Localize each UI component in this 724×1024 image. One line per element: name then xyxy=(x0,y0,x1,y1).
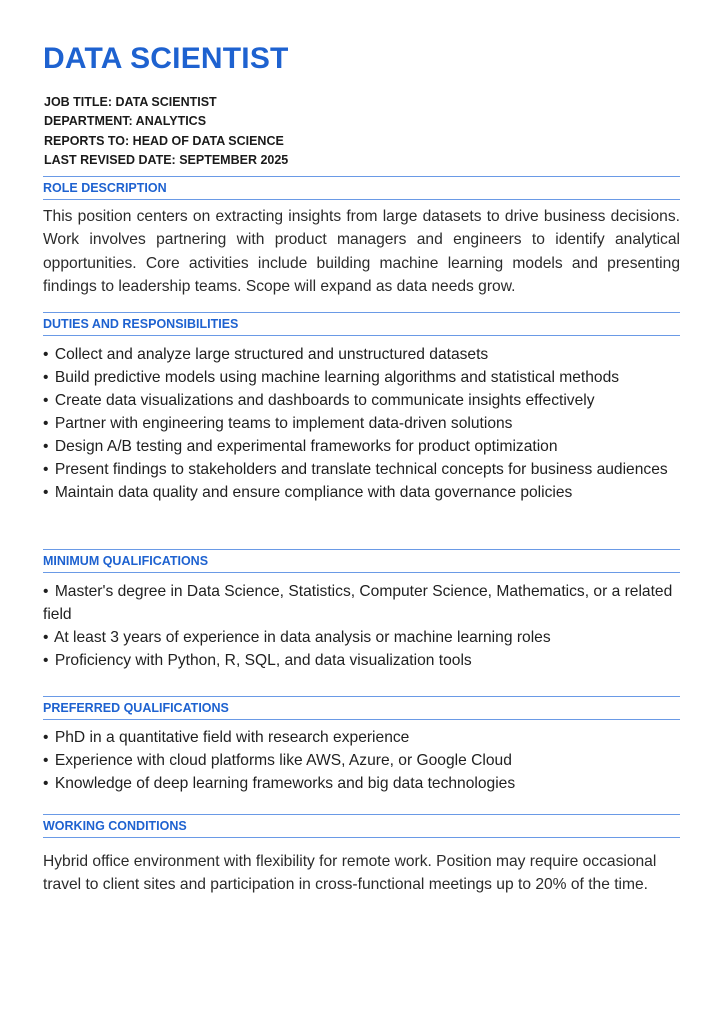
meta-last-revised: LAST REVISED DATE: SEPTEMBER 2025 xyxy=(44,152,289,167)
bullet-icon: • xyxy=(43,629,49,646)
section-heading-label: ROLE DESCRIPTION xyxy=(43,181,167,195)
section-heading-label: WORKING CONDITIONS xyxy=(43,819,187,833)
section-heading-duties xyxy=(43,312,680,336)
list-item: • At least 3 years of experience in data analysis or machine learning roles xyxy=(43,629,551,646)
bullet-icon: • xyxy=(43,775,49,792)
preferred-qualifications-list xyxy=(43,726,680,795)
list-item: • Collect and analyze large structured and unstructured datasets xyxy=(43,346,489,363)
meta-job-title: JOB TITLE: DATA SCIENTIST xyxy=(44,95,217,109)
list-item: • Maintain data quality and ensure compliance with data governance policies xyxy=(43,484,573,501)
list-item: • Build predictive models using machine learning algorithms and statistical methods xyxy=(43,369,620,386)
bullet-icon: • xyxy=(43,415,49,432)
meta-department: DEPARTMENT: ANALYTICS xyxy=(44,114,207,129)
list-item: • Design A/B testing and experimental frameworks for product optimization xyxy=(43,438,558,455)
list-item: • Create data visualizations and dashboards to communicate insights effectively xyxy=(43,392,595,409)
bullet-icon: • xyxy=(43,369,49,386)
job-meta-block xyxy=(44,93,288,170)
list-item: • Partner with engineering teams to implement data-driven solutions xyxy=(43,415,513,432)
section-heading-minimum-qualifications xyxy=(43,549,680,573)
list-item: • Master's degree in Data Science, Statistics, Computer Science, Mathematics, or a related field xyxy=(43,583,673,623)
bullet-icon: • xyxy=(43,392,49,409)
section-heading-label: DUTIES AND RESPONSIBILITIES xyxy=(43,317,239,331)
section-heading-role-description xyxy=(43,176,680,200)
section-heading-label: PREFERRED QUALIFICATIONS xyxy=(43,701,229,715)
bullet-icon: • xyxy=(43,652,49,669)
bullet-icon: • xyxy=(43,752,49,769)
page-title: DATA SCIENTIST xyxy=(43,42,289,75)
list-item: • PhD in a quantitative field with research experience xyxy=(43,729,410,746)
role-description-text: This position centers on extracting insights from large datasets to drive business decisions. Work involves partnering with product managers and engineers to identify analytical opportunities. Core activities include building machine learning models and presenting findings to leadership teams. Scope will expand as data needs grow. xyxy=(43,208,680,295)
list-item: • Proficiency with Python, R, SQL, and data visualization tools xyxy=(43,652,472,669)
bullet-icon: • xyxy=(43,583,49,600)
working-conditions-text: Hybrid office environment with flexibility for remote work. Position may require occasional travel to client sites and participation in cross-functional meetings up to 20% of the time. xyxy=(43,853,657,894)
section-heading-label: MINIMUM QUALIFICATIONS xyxy=(43,554,209,568)
bullet-icon: • xyxy=(43,346,49,363)
minimum-qualifications-list xyxy=(43,580,680,672)
list-item: • Experience with cloud platforms like AWS, Azure, or Google Cloud xyxy=(43,752,512,769)
bullet-icon: • xyxy=(43,438,49,455)
bullet-icon: • xyxy=(43,729,49,746)
list-item: • Knowledge of deep learning frameworks and big data technologies xyxy=(43,775,516,792)
list-item: • Present findings to stakeholders and translate technical concepts for business audiences xyxy=(43,461,668,478)
section-heading-preferred-qualifications xyxy=(43,696,680,720)
duties-list xyxy=(43,343,680,504)
meta-reports-to: REPORTS TO: HEAD OF DATA SCIENCE xyxy=(44,133,284,148)
bullet-icon: • xyxy=(43,461,49,478)
bullet-icon: • xyxy=(43,484,49,501)
section-heading-working-conditions xyxy=(43,814,680,838)
